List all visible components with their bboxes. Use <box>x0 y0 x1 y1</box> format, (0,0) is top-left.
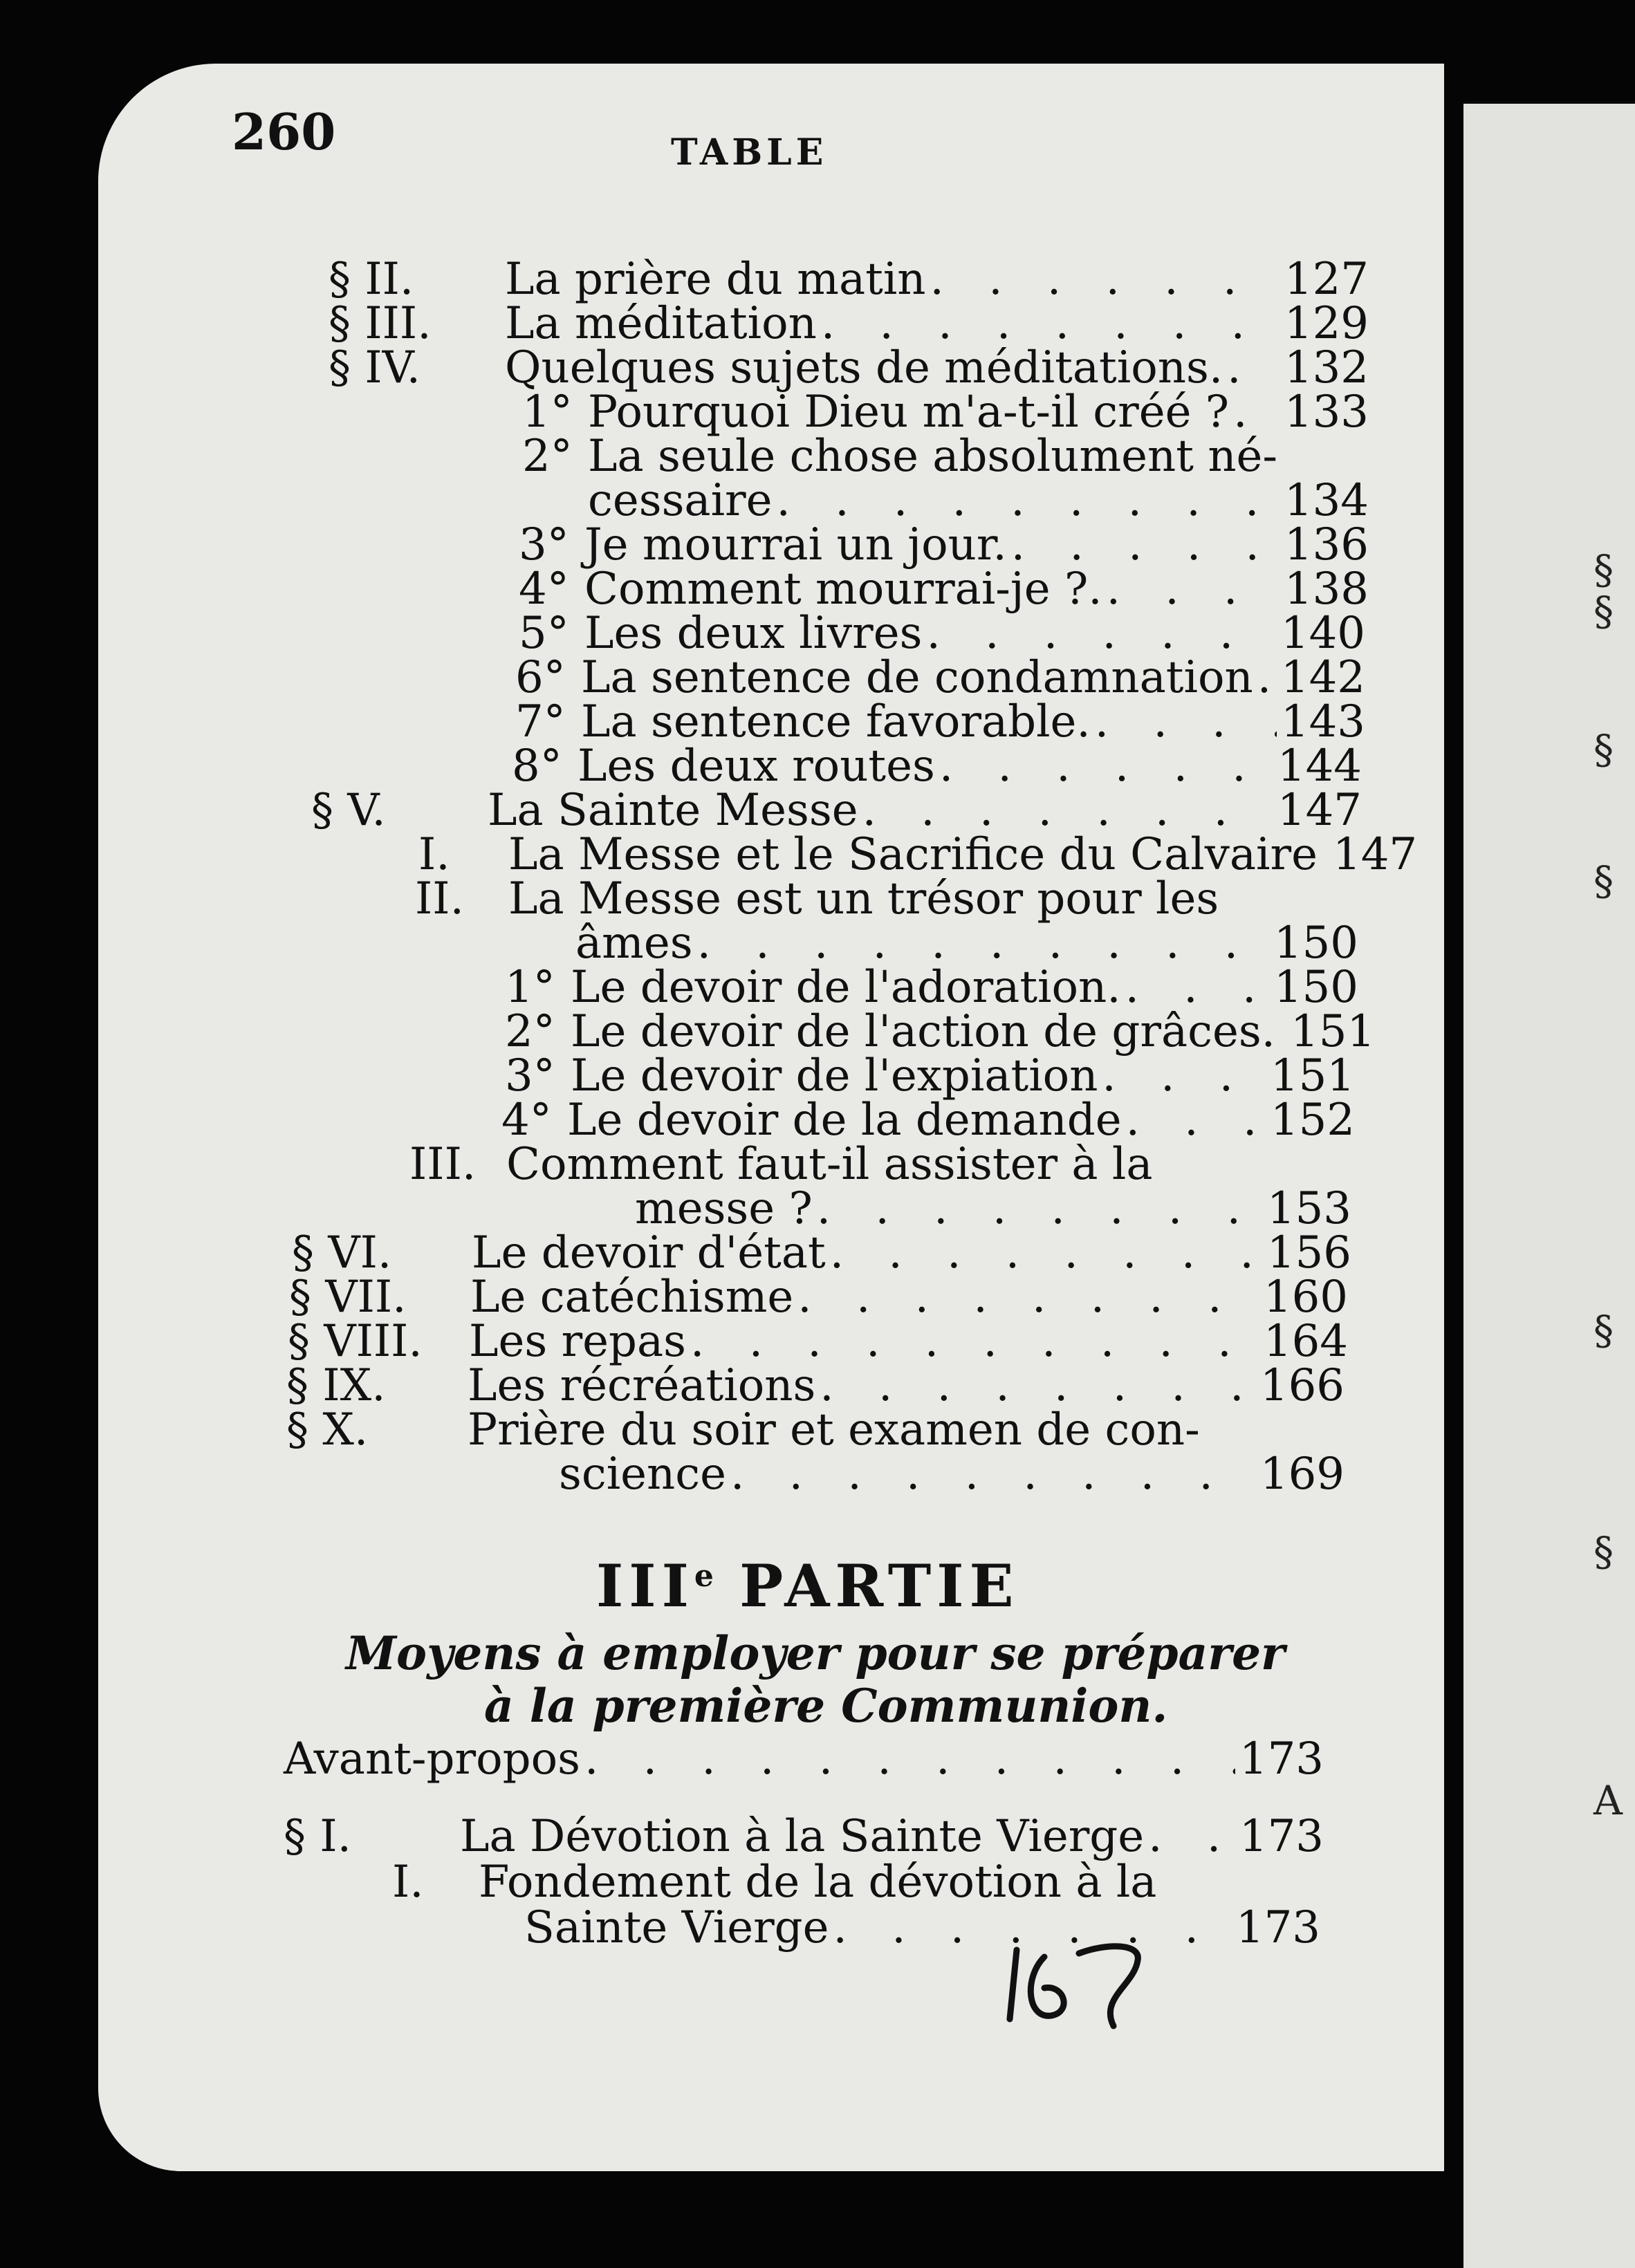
entry-title: Quelques sujets de méditations. <box>505 342 1223 393</box>
entry-page: 147 <box>1277 785 1362 836</box>
entry-page: 169 <box>1259 1449 1345 1500</box>
leader-dots <box>1126 1097 1266 1144</box>
section-mark: § X. <box>286 1404 369 1456</box>
entry-page: 150 <box>1273 962 1358 1013</box>
adjacent-fragment: § <box>1594 1528 1614 1575</box>
entry-page: 142 <box>1280 652 1365 703</box>
toc-entry <box>515 652 1365 703</box>
section-mark: 3° <box>505 1050 555 1102</box>
section-mark: 3° <box>519 519 569 570</box>
toc-entry <box>519 564 1369 615</box>
entry-title: Les récréations <box>468 1360 816 1411</box>
adjacent-fragment: § <box>1594 857 1614 904</box>
entry-title: Avant-propos <box>284 1733 580 1785</box>
section-mark: § III. <box>329 298 432 349</box>
toc-entry <box>505 1050 1355 1102</box>
adjacent-fragment: A <box>1594 1777 1623 1824</box>
section-mark: 2° <box>522 431 573 482</box>
book-spine <box>1444 104 1463 2268</box>
toc-entry <box>329 254 1369 305</box>
toc-entry <box>505 1006 1376 1057</box>
toc-entry <box>286 1360 1345 1411</box>
leader-dots <box>821 300 1280 347</box>
entry-title: Le devoir de l'expiation <box>571 1050 1098 1102</box>
adjacent-fragment: § <box>1594 1307 1614 1354</box>
toc-entry <box>522 431 1369 482</box>
entry-page: 173 <box>1235 1902 1320 1953</box>
toc-entry <box>409 1139 1355 1190</box>
entry-page: 156 <box>1266 1227 1351 1279</box>
toc-entry <box>635 1185 1351 1232</box>
section-mark: § I. <box>284 1811 351 1862</box>
toc-entry <box>524 1904 1320 1951</box>
entry-title: Pourquoi Dieu m'a-t-il créé ? <box>588 387 1230 438</box>
running-title: TABLE <box>671 131 828 174</box>
leader-dots <box>697 920 1270 967</box>
entry-page: 140 <box>1280 608 1365 659</box>
section-mark: I. <box>418 829 450 880</box>
entry-page: 143 <box>1280 696 1365 747</box>
toc-entry <box>284 1733 1324 1785</box>
toc-entry <box>289 1272 1348 1323</box>
section-mark: III. <box>409 1139 477 1190</box>
toc-entry <box>392 1857 1320 1908</box>
leader-dots <box>939 743 1273 790</box>
entry-page: 134 <box>1284 475 1369 526</box>
adjacent-fragment: § <box>1594 588 1614 635</box>
entry-title: Le devoir de l'adoration. <box>571 962 1121 1013</box>
entry-page: 147 <box>1332 829 1418 880</box>
section-mark: 5° <box>519 608 569 659</box>
section-mark: § II. <box>329 254 414 305</box>
entry-page: 138 <box>1284 564 1369 615</box>
toc-entry <box>515 696 1365 747</box>
leader-dots <box>926 610 1276 657</box>
toc-entry <box>519 608 1365 659</box>
toc-entry <box>575 920 1358 967</box>
entry-page: 144 <box>1277 741 1362 792</box>
adjacent-page-edge <box>1463 104 1635 2268</box>
entry-page: 132 <box>1284 342 1369 393</box>
entry-title: Prière du soir et examen de con- <box>468 1404 1200 1456</box>
section-mark: 8° <box>512 741 562 792</box>
toc-entry <box>588 477 1369 524</box>
entry-page: 133 <box>1284 387 1369 438</box>
toc-entry <box>505 962 1358 1013</box>
leader-dots <box>777 477 1280 524</box>
toc-entry <box>311 785 1362 836</box>
leader-dots <box>1125 964 1270 1011</box>
leader-dots <box>1102 1052 1266 1099</box>
leader-dots <box>1011 521 1280 568</box>
entry-title: La Messe est un trésor pour les <box>508 873 1219 924</box>
entry-page: 136 <box>1284 519 1369 570</box>
page-number: 260 <box>232 102 336 161</box>
entry-title: Le devoir d'état <box>472 1227 826 1279</box>
section-mark: § VIII. <box>288 1316 423 1367</box>
leader-dots <box>817 1185 1263 1232</box>
leader-dots <box>690 1318 1259 1365</box>
section-mark: § V. <box>311 785 386 836</box>
entry-title: Comment mourrai-je ?. <box>584 564 1102 615</box>
toc-entry <box>559 1451 1345 1498</box>
entry-title: cessaire <box>588 475 773 526</box>
entry-title: La prière du matin <box>505 254 926 305</box>
entry-title: Fondement de la dévotion à la <box>479 1857 1157 1908</box>
entry-title: Le devoir de l'action de grâces. <box>571 1006 1275 1057</box>
entry-title: Sainte Vierge <box>524 1902 829 1953</box>
entry-title: Les deux livres <box>584 608 923 659</box>
entry-page: 173 <box>1239 1733 1324 1785</box>
entry-title: Les deux routes <box>578 741 935 792</box>
toc-entry <box>329 298 1369 349</box>
toc-entry <box>512 741 1362 792</box>
section-mark: 2° <box>505 1006 555 1057</box>
entry-page: 160 <box>1263 1272 1348 1323</box>
entry-title: Je mourrai un jour. <box>584 519 1007 570</box>
section-mark: § IV. <box>329 342 421 393</box>
toc-entry <box>501 1095 1355 1146</box>
toc-entry <box>292 1227 1351 1279</box>
leader-dots <box>797 1274 1259 1321</box>
entry-title: La Dévotion à la Sainte Vierge <box>460 1811 1145 1862</box>
entry-page: 153 <box>1266 1183 1351 1234</box>
toc-entry <box>284 1811 1324 1862</box>
entry-title: science <box>559 1449 726 1500</box>
leader-dots <box>930 256 1280 303</box>
leader-dots <box>1107 566 1280 613</box>
toc-entry <box>288 1316 1348 1367</box>
entry-title: âmes <box>575 918 693 969</box>
entry-title: Comment faut-il assister à la <box>506 1139 1153 1190</box>
toc-entry <box>522 387 1369 438</box>
entry-page: 129 <box>1284 298 1369 349</box>
handwritten-annotation <box>996 1936 1162 2033</box>
section-mark: § VII. <box>289 1272 407 1323</box>
leader-dots <box>1148 1813 1235 1860</box>
entry-page: 151 <box>1270 1050 1355 1102</box>
section-mark: 1° <box>505 962 555 1013</box>
leader-dots <box>862 787 1273 834</box>
entry-page: 152 <box>1270 1095 1355 1146</box>
entry-title: Les repas <box>469 1316 686 1367</box>
toc-entry <box>415 873 1358 924</box>
leader-dots <box>584 1736 1235 1783</box>
entry-title: La Sainte Messe <box>488 785 858 836</box>
entry-title: Le catéchisme <box>470 1272 794 1323</box>
entry-title: messe ? <box>635 1183 813 1234</box>
leader-dots <box>1095 698 1277 745</box>
entry-page: 127 <box>1284 254 1369 305</box>
leader-dots <box>820 1362 1256 1409</box>
leader-dots <box>1233 389 1280 436</box>
section-mark: II. <box>415 873 464 924</box>
toc-entry <box>418 829 1418 880</box>
entry-title: La seule chose absolument né- <box>588 431 1278 482</box>
section-mark: 1° <box>522 387 573 438</box>
part-subtitle-line-2: à la première Communion. <box>484 1679 1168 1733</box>
entry-page: 151 <box>1291 1006 1376 1057</box>
leader-dots <box>1227 344 1280 391</box>
part-heading: IIIe PARTIE <box>596 1552 1019 1620</box>
section-mark: § IX. <box>286 1360 386 1411</box>
section-mark: 4° <box>519 564 569 615</box>
entry-page: 166 <box>1259 1360 1345 1411</box>
section-mark: I. <box>392 1857 424 1908</box>
entry-title: Le devoir de la demande <box>567 1095 1122 1146</box>
adjacent-fragment: § <box>1594 726 1614 773</box>
part-subtitle-line-1: Moyens à employer pour se préparer <box>346 1626 1285 1680</box>
entry-title: La sentence de condamnation <box>581 652 1253 703</box>
section-mark: 6° <box>515 652 566 703</box>
entry-title: La Messe et le Sacrifice du Calvaire <box>508 829 1318 880</box>
leader-dots <box>830 1229 1263 1276</box>
entry-page: 150 <box>1273 918 1358 969</box>
section-mark: § VI. <box>292 1227 392 1279</box>
leader-dots <box>1257 654 1277 701</box>
section-mark: 7° <box>515 696 566 747</box>
entry-page: 164 <box>1263 1316 1348 1367</box>
entry-title: La méditation <box>505 298 817 349</box>
leader-dots <box>730 1451 1256 1498</box>
adjacent-fragment: § <box>1594 546 1614 593</box>
toc-entry <box>286 1404 1345 1456</box>
toc-entry <box>519 519 1369 570</box>
toc-entry <box>329 342 1369 393</box>
entry-page: 173 <box>1239 1811 1324 1862</box>
section-mark: 4° <box>501 1095 552 1146</box>
entry-title: La sentence favorable. <box>581 696 1091 747</box>
